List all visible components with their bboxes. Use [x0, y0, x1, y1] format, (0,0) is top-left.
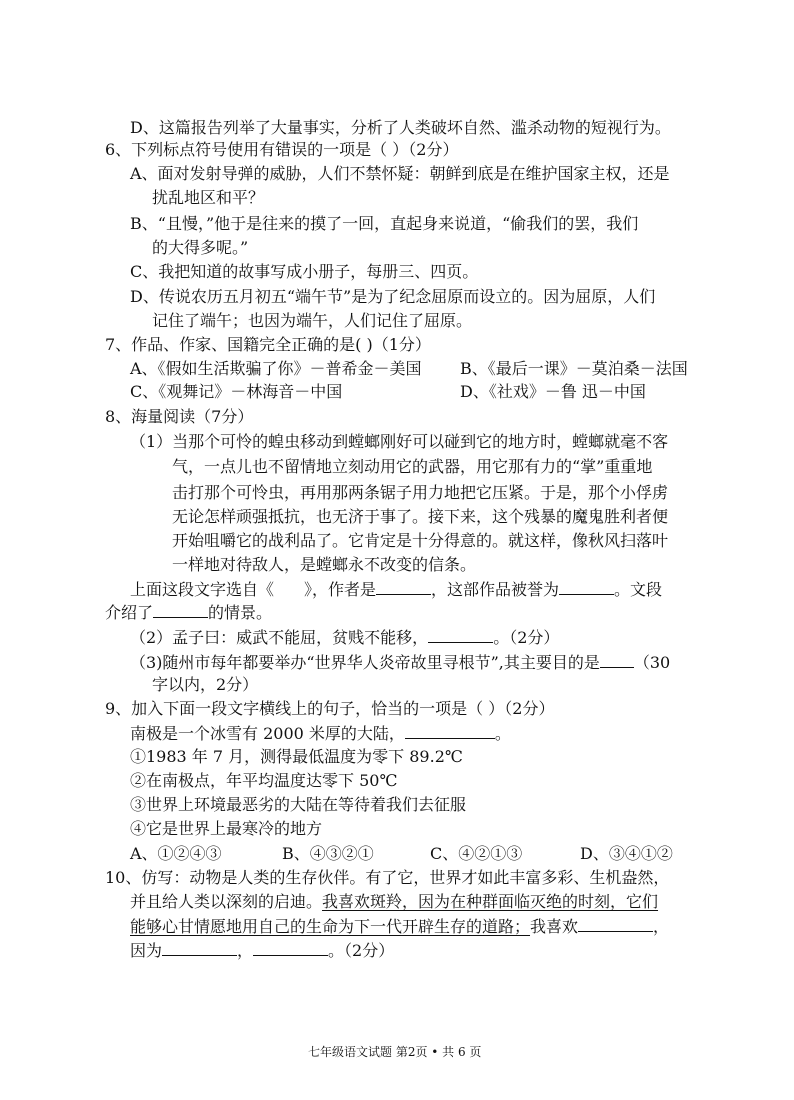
q10-line-2	[130, 890, 658, 914]
q9-item-2: ②在南极点，年平均温度达零下 50℃	[130, 771, 398, 790]
q9-sentence-text: 南极是一个冰雪有 2000 米厚的大陆，	[130, 724, 405, 743]
answer-blank[interactable]	[578, 914, 653, 932]
answer-blank[interactable]	[405, 721, 495, 739]
q8-fill-line-1	[130, 577, 662, 602]
q6-option-a: A、面对发射导弹的威胁，人们不禁怀疑：朝鲜到底是在维护国家主权，还是	[130, 164, 670, 183]
answer-blank[interactable]	[559, 577, 614, 595]
q10-text: 。（2分）	[328, 941, 395, 960]
q6-option-c: C、我把知道的故事写成小册子，每册三、四页。	[130, 262, 479, 281]
q6-stem: 6、下列标点符号使用有错误的一项是（ ）（2分）	[105, 140, 459, 159]
q8-fill-text: 上面这段文字选自《	[130, 580, 275, 599]
q8-fill-text: （2）孟子曰：威武不能屈，贫贱不能移，	[130, 628, 429, 647]
q9-sentence	[130, 721, 511, 746]
q10-text: 并且给人类以深刻的启迪。	[130, 892, 323, 911]
answer-blank[interactable]	[162, 938, 237, 956]
q6-option-b-cont: 的大得多呢。”	[152, 238, 249, 257]
q9-sentence-text: 。	[494, 724, 511, 743]
answer-blank[interactable]	[253, 938, 328, 956]
q8-fill-text: 。（2分）	[493, 628, 560, 647]
q8-passage-line: 开始咀嚼它的战利品了。它肯定是十分得意的。就这样，像秋风扫落叶	[172, 531, 669, 550]
answer-blank[interactable]	[153, 600, 208, 618]
answer-blank[interactable]	[600, 650, 634, 668]
q8-passage-line: 气，一点儿也不留情地立刻动用它的武器，用它那有力的“掌”重重地	[172, 457, 653, 476]
q9-item-3: ③世界上环境最恶劣的大陆在等待着我们去征服	[130, 795, 467, 814]
q6-option-a-cont: 扰乱地区和平？	[152, 188, 265, 207]
q8-fill-text: （30	[633, 653, 671, 672]
q9-item-4: ④它是世界上最寒冷的地方	[130, 819, 323, 838]
q8-fill-text: 的情景。	[208, 603, 273, 622]
q6-option-d: D、传说农历五月初五“端午节”是为了纪念屈原而设立的。因为屈原，人们	[130, 287, 656, 306]
q7-option-d: D、《社戏》－鲁 迅－中国	[460, 382, 646, 401]
q8-fill-text: 》，作者是	[304, 580, 377, 599]
q8-passage-line: 一样地对待敌人，是螳螂永不改变的信条。	[172, 555, 477, 574]
q10-example-underlined: 能够心甘情愿地用自己的生命为下一代开辟生存的道路；	[130, 917, 531, 936]
q8-passage-line: 击打那个可怜虫，再用那两条锯子用力地把它压紧。于是，那个小俘虏	[172, 483, 669, 502]
q7-option-b: B、《最后一课》－莫泊桑－法国	[460, 359, 688, 378]
q9-option-b: B、④③②①	[282, 844, 374, 863]
q6-option-b: B、“且慢，”他于是往来的摸了一回，直起身来说道，“偷我们的罢，我们	[130, 214, 639, 233]
q10-line-4	[130, 938, 394, 963]
q7-stem: 7、作品、作家、国籍完全正确的是( )（1分）	[105, 335, 431, 354]
q10-text: ，	[237, 941, 254, 960]
q8-fill-text: ，这部作品被誉为	[431, 580, 560, 599]
q10-text: 因为	[130, 941, 163, 960]
q9-item-1: ①1983 年 7 月，测得最低温度为零下 89.2℃	[130, 747, 463, 766]
q10-line-3	[130, 914, 669, 939]
q10-example-underlined: 我喜欢斑羚，因为在种群面临灭绝的时刻，它们	[322, 892, 659, 911]
q6-option-d-cont: 记住了端午；也因为端午，人们记住了屈原。	[152, 311, 473, 330]
q8-fill-text: 。文段	[614, 580, 663, 599]
q9-option-d: D、③④①②	[580, 844, 673, 863]
q8-fill-text: 介绍了	[105, 603, 154, 622]
q5-option-d: D、这篇报告列举了大量事实，分析了人类破坏自然、滥杀动物的短视行为。	[130, 118, 671, 137]
q7-option-a: A、《假如生活欺骗了你》－普希金－美国	[130, 359, 422, 378]
q7-option-c: C、《观舞记》－林海音－中国	[130, 382, 343, 401]
q9-option-c: C、④②①③	[430, 844, 523, 863]
q9-stem: 9、加入下面一段文字横线上的句子，恰当的一项是（ ）（2分）	[105, 699, 555, 718]
q8-passage-line: （1）当那个可怜的蝗虫移动到螳螂刚好可以碰到它的地方时，螳螂就毫不客	[130, 432, 669, 451]
q8-passage-line: 无论怎样顽强抵抗，也无济于事了。接下来，这个残暴的魔鬼胜利者便	[172, 507, 669, 526]
q8-part-3	[130, 650, 670, 675]
q8-fill-line-2	[105, 600, 272, 625]
q8-stem: 8、海量阅读（7分）	[105, 407, 254, 426]
q9-option-a: A、①②④③	[130, 844, 222, 863]
answer-blank[interactable]	[376, 577, 431, 595]
q8-part-3-cont: 字以内，2分）	[152, 675, 259, 694]
q8-fill-text: （3)随州市每年都要举办“世界华人炎帝故里寻根节”,其主要目的是	[130, 653, 600, 672]
page-footer: 七年级语文试题 第2页 • 共 6 页	[308, 1045, 482, 1059]
answer-blank[interactable]	[428, 625, 493, 643]
q8-part-2	[130, 625, 559, 650]
q10-text: 我喜欢	[530, 917, 579, 936]
q10-text: ，	[653, 917, 670, 936]
q10-stem: 10、仿写：动物是人类的生存伙伴。有了它，世界才如此丰富多彩、生机盎然，	[105, 868, 670, 887]
